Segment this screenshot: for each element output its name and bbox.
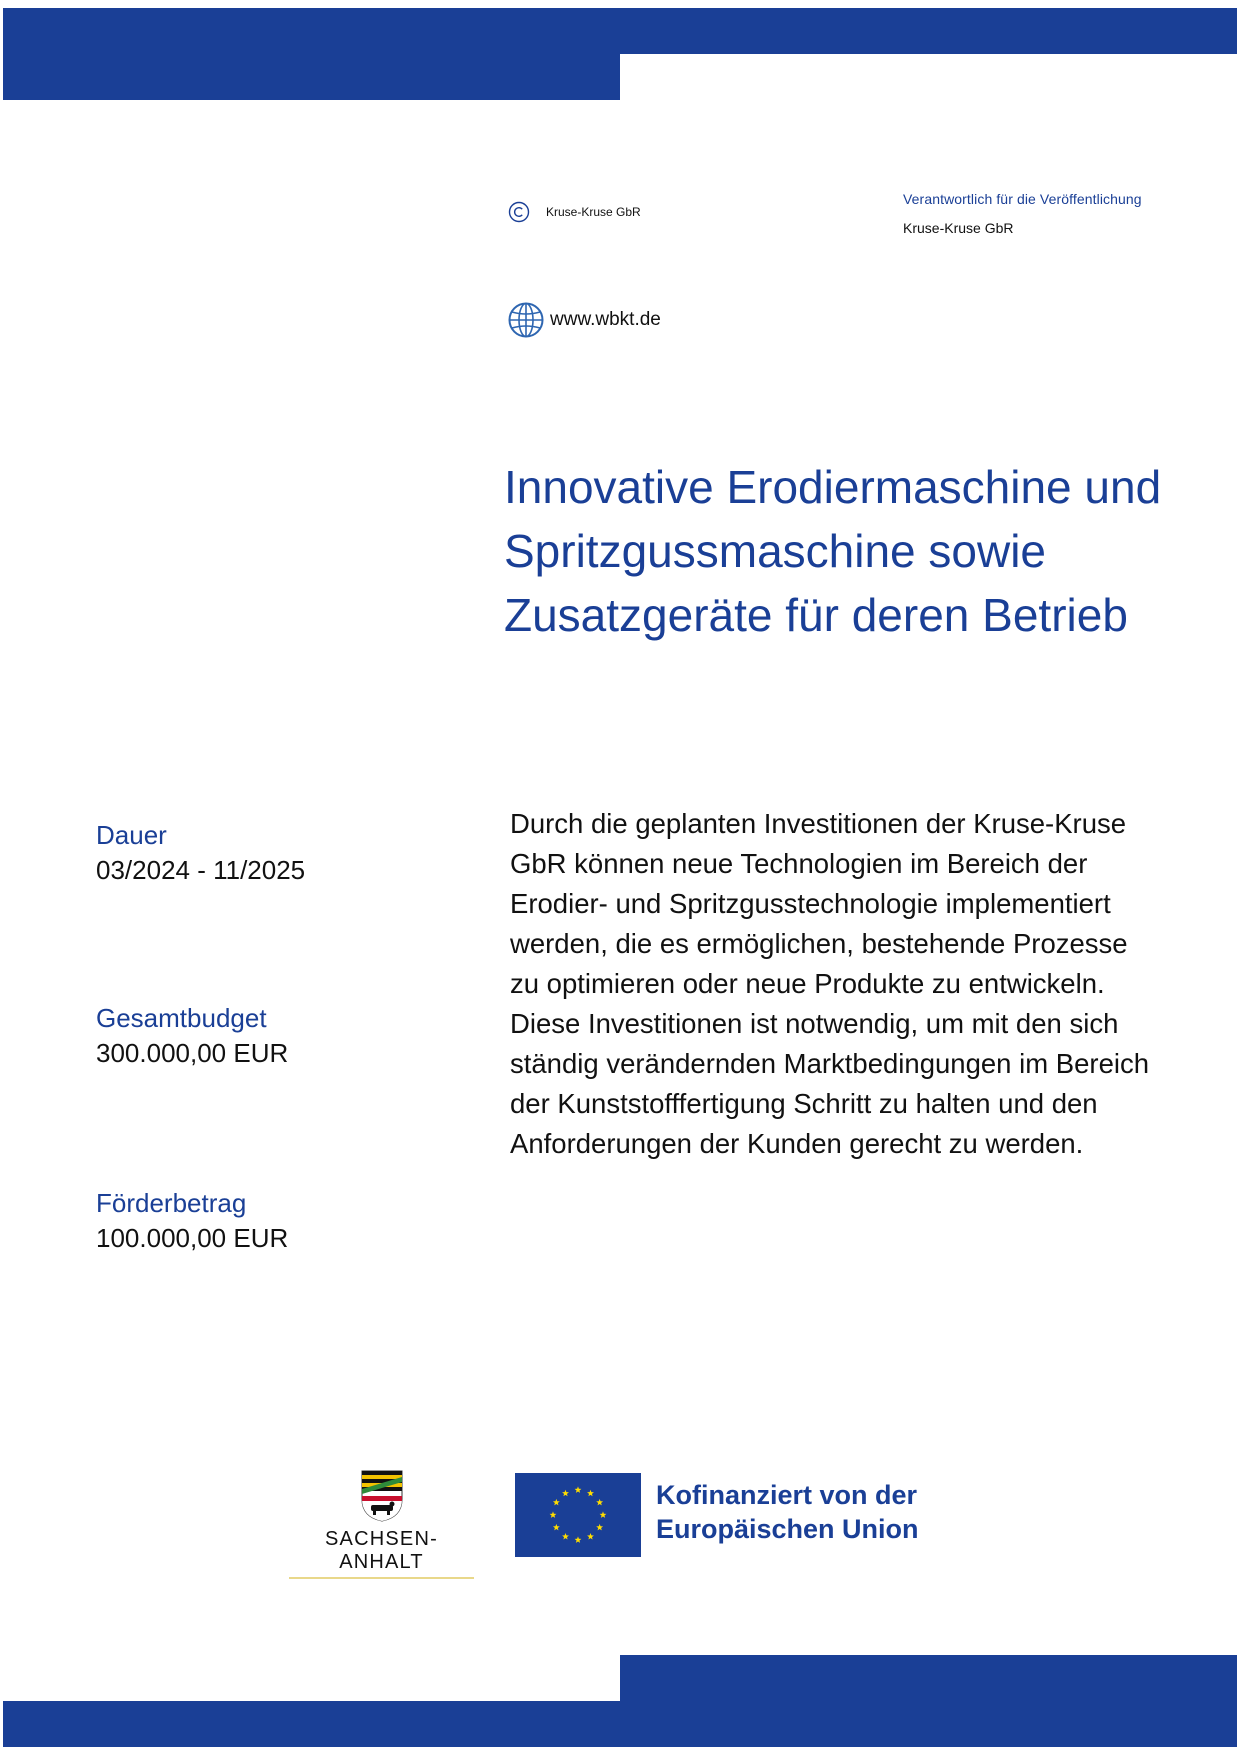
eu-flag-icon [515,1473,641,1557]
responsibility-block [903,191,1142,236]
eu-star [562,1533,569,1540]
eu-star [550,1511,557,1518]
fact-label: Förderbetrag [96,1188,247,1218]
fact-label: Gesamtbudget [96,1003,267,1033]
project-title [504,455,1204,647]
description-line: der Kunststofffertigung Schritt zu halten und den [510,1088,1098,1119]
title-line: Zusatzgeräte für deren Betrieb [504,589,1128,641]
bottom-band [3,1701,1237,1747]
responsible-label: Verantwortlich für die Veröffentlichung [903,191,1142,207]
fact-value: 300.000,00 EUR [96,1038,289,1068]
state-underline [289,1577,474,1579]
description-line: Diese Investitionen ist notwendig, um mit den sich [510,1008,1119,1039]
responsible-value: Kruse-Kruse GbR [903,220,1014,236]
title-line: Spritzgussmaschine sowie [504,525,1047,577]
globe-icon [507,301,545,339]
eu-star [575,1536,582,1543]
top-band [3,8,1237,54]
project-description [510,804,1210,1164]
fact-value: 100.000,00 EUR [96,1223,289,1253]
eu-star [587,1533,594,1540]
fact-total-budget [96,1001,288,1071]
description-line: Durch die geplanten Investitionen der Kruse-Kruse [510,808,1127,839]
fact-value: 03/2024 - 11/2025 [96,855,306,885]
bottom-band-step [620,1655,1237,1701]
eu-star [600,1511,607,1518]
fact-funding [96,1186,288,1256]
eu-star [587,1490,594,1497]
eu-cofinanced-text [656,1478,919,1546]
fact-duration [96,818,305,888]
fact-label: Dauer [96,820,167,850]
website-link[interactable]: www.wbkt.de [550,309,661,330]
description-line: zu optimieren oder neue Produkte zu entwickeln. [510,968,1105,999]
description-line: GbR können neue Technologien im Bereich der [510,848,1088,879]
copyright-row [508,201,641,223]
top-band-step [3,54,620,100]
state-name: SACHSEN-ANHALT [325,1528,438,1573]
title-line: Innovative Erodiermaschine und [504,461,1162,513]
eu-text-line: Kofinanziert von der [656,1480,918,1510]
copyright-holder: Kruse-Kruse GbR [546,205,641,219]
eu-star [575,1486,582,1493]
eu-star [553,1499,560,1506]
description-line: ständig verändernden Marktbedingungen im Bereich [510,1048,1150,1079]
website-row [507,301,661,339]
copyright-icon [508,201,530,223]
description-line: werden, die es ermöglichen, bestehende Prozesse [510,928,1128,959]
description-line: Anforderungen der Kunden gerecht zu werden. [510,1128,1084,1159]
eu-star [553,1524,560,1531]
eu-star [562,1490,569,1497]
description-line: Erodier- und Spritzgusstechnologie implementiert [510,888,1111,919]
coat-of-arms-icon [360,1469,404,1523]
eu-star [596,1524,603,1531]
sachsen-anhalt-logo [289,1469,474,1579]
eu-text-line: Europäischen Union [656,1514,919,1544]
eu-star [596,1499,603,1506]
